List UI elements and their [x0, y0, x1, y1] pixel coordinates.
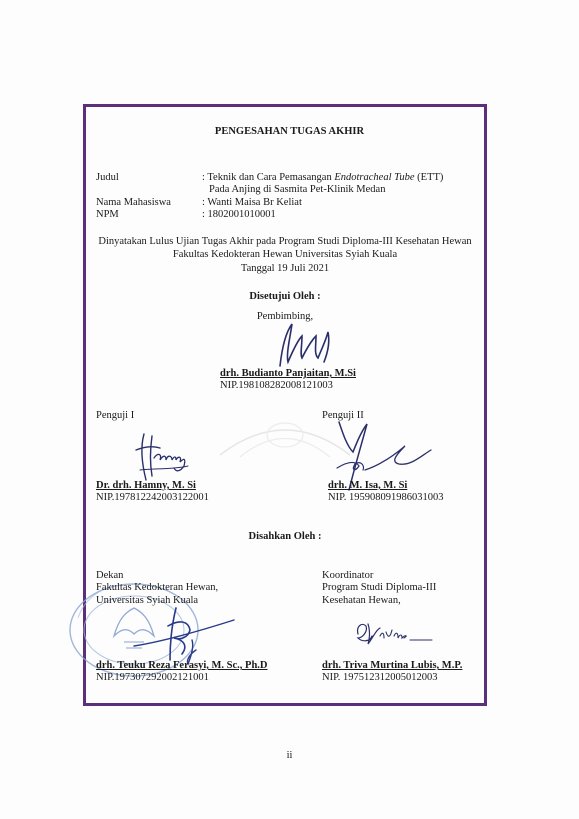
npm-value: : 1802001010001 — [202, 209, 276, 220]
supervisor-nip: NIP.198108282008121003 — [220, 380, 333, 391]
examiner2-nip: NIP. 195908091986031003 — [328, 492, 444, 503]
ratified-heading: Disahkan Oleh : — [248, 531, 322, 542]
coordinator-nip: NIP. 197512312005012003 — [322, 672, 438, 683]
page-title: PENGESAHAN TUGAS AKHIR — [214, 126, 365, 137]
dean-role2: Fakultas Kedokteran Hewan, — [96, 582, 219, 593]
nama-label: Nama Mahasiswa — [96, 197, 171, 208]
judul-value-line1 — [202, 172, 443, 184]
judul-value-line2: Pada Anjing di Sasmita Pet-Klinik Medan — [209, 184, 386, 195]
npm-label: NPM — [96, 209, 119, 220]
supervisor-signature — [272, 318, 342, 370]
coordinator-role1: Koordinator — [322, 570, 374, 581]
dean-role3: Universitas Syiah Kuala — [96, 595, 199, 606]
statement-line1: Dinyatakan Lulus Ujian Tugas Akhir pada Program Studi Diploma-III Kesehatan Hewan — [98, 236, 472, 247]
dean-role1: Dekan — [96, 570, 124, 581]
judul-value-prefix: : Teknik dan Cara Pemasangan — [202, 172, 335, 183]
dean-nip: NIP.197307292002121001 — [96, 672, 209, 683]
judul-label: Judul — [96, 172, 119, 183]
supervisor-name: drh. Budianto Panjaitan, M.Si — [220, 368, 356, 379]
statement-line2: Fakultas Kedokteran Hewan Universitas Syiah Kuala — [172, 249, 398, 260]
approved-heading: Disetujui Oleh : — [249, 291, 321, 302]
page-number: ii — [286, 750, 293, 761]
coordinator-signature — [348, 618, 438, 648]
examiner1-signature — [130, 428, 194, 484]
coordinator-role2: Program Studi Diploma-III — [322, 582, 437, 593]
statement-line3: Tanggal 19 Juli 2021 — [240, 263, 330, 274]
judul-value-suffix: (ETT) — [414, 172, 444, 183]
nama-value: : Wanti Maisa Br Keliat — [202, 197, 302, 208]
judul-value-italic: Endotracheal Tube — [334, 172, 415, 183]
examiner1-role: Penguji I — [96, 410, 135, 421]
examiner1-nip: NIP.197812242003122001 — [96, 492, 209, 503]
examiner1-name: Dr. drh. Hamny, M. Si — [96, 480, 196, 491]
supervisor-role: Pembimbing, — [256, 311, 314, 322]
coordinator-role3: Kesehatan Hewan, — [322, 595, 401, 606]
examiner2-role: Penguji II — [322, 410, 364, 421]
dean-name: drh. Teuku Reza Ferasyi, M. Sc., Ph.D — [96, 660, 268, 671]
examiner2-name: drh. M. Isa, M. Si — [328, 480, 408, 491]
coordinator-name: drh. Triva Murtina Lubis, M.P. — [322, 660, 463, 671]
